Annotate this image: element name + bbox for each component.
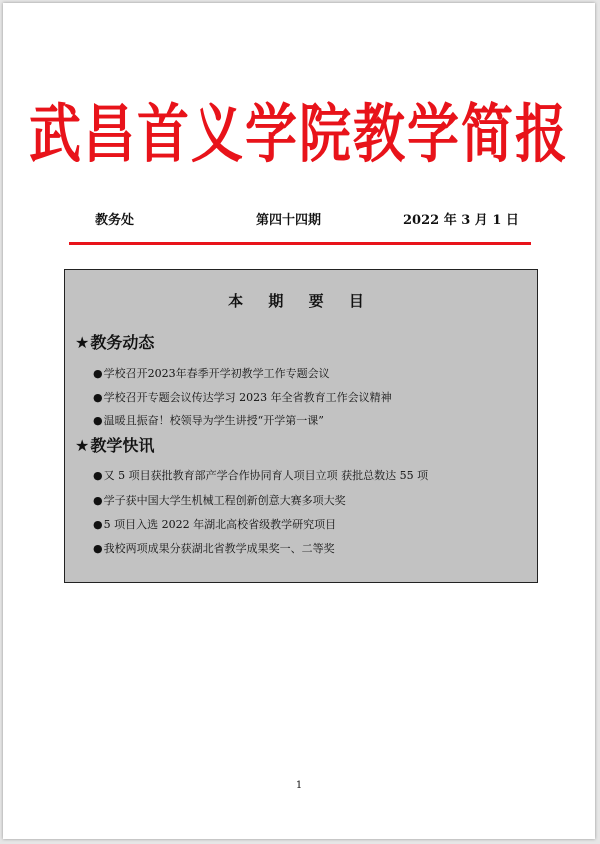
section-heading-academic-affairs	[75, 330, 154, 353]
bullet-icon: ●	[93, 469, 103, 482]
contents-item	[93, 467, 428, 483]
bullet-icon: ●	[93, 414, 103, 427]
contents-item-text: 学子获中国大学生机械工程创新创意大赛多项大奖	[103, 494, 346, 507]
contents-item	[93, 540, 335, 556]
contents-item	[93, 516, 336, 532]
contents-heading: 本 期 要 目	[228, 292, 374, 310]
section-title: 教学快讯	[90, 436, 155, 455]
bullet-icon: ●	[93, 494, 103, 507]
star-icon: ★	[75, 436, 90, 455]
contents-item-text: 又 5 项目获批教育部产学合作协同育人项目立项 获批总数达 55 项	[103, 469, 429, 482]
newsletter-title: 武昌首义学院教学简报	[28, 98, 569, 173]
contents-item-text: 学校召开专题会议传达学习 2023 年全省教育工作会议精神	[103, 391, 392, 404]
contents-item	[93, 492, 346, 508]
contents-item	[93, 389, 392, 405]
contents-box	[64, 269, 538, 583]
section-heading-teaching-news	[75, 433, 154, 456]
contents-item-text: 温暖且振奋！校领导为学生讲授“开学第一课”	[103, 414, 324, 427]
contents-item	[93, 412, 324, 428]
issue-date: 2022 年 3 月 1 日	[403, 213, 519, 228]
bullet-icon: ●	[93, 391, 103, 404]
bullet-icon: ●	[93, 367, 103, 380]
star-icon: ★	[75, 333, 90, 352]
contents-item	[93, 365, 330, 381]
document-page	[3, 3, 595, 839]
issuing-office: 教务处	[95, 213, 135, 228]
section-title: 教务动态	[90, 333, 155, 352]
contents-item-text: 学校召开2023年春季开学初教学工作专题会议	[103, 367, 330, 380]
page-number: 1	[295, 780, 303, 791]
contents-item-text: 5 项目入选 2022 年湖北高校省级教学研究项目	[103, 518, 337, 531]
bullet-icon: ●	[93, 542, 103, 555]
contents-item-text: 我校两项成果分获湖北省教学成果奖一、二等奖	[103, 542, 335, 555]
bullet-icon: ●	[93, 518, 103, 531]
issue-number: 第四十四期	[256, 213, 322, 228]
header-divider	[69, 242, 531, 245]
